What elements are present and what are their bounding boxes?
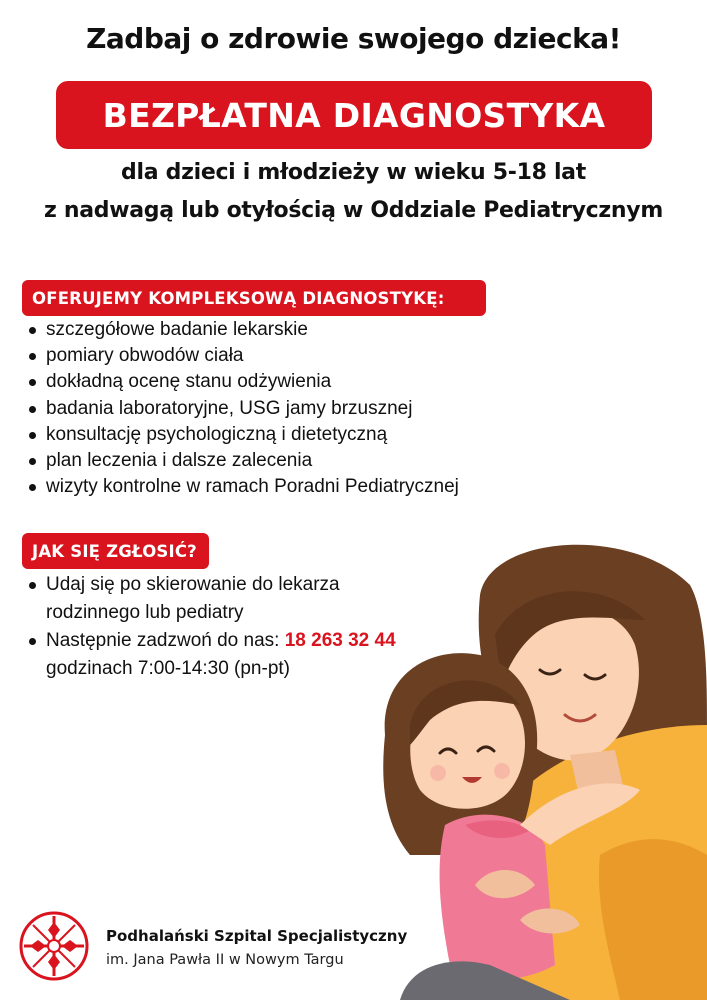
offer-item: badania laboratoryjne, USG jamy brzusznej: [22, 396, 459, 422]
apply-heading: JAK SIĘ ZGŁOSIĆ?: [32, 541, 197, 561]
apply-step-2-suffix: godzinach 7:00-14:30 (pn-pt): [46, 658, 290, 679]
offer-item: plan leczenia i dalsze zalecenia: [22, 448, 459, 474]
offer-list: [22, 317, 459, 500]
apply-step-1-text: Udaj się po skierowanie do lekarza rodzinnego lub pediatry: [46, 574, 340, 623]
mother-hugging-daughter-illustration: [370, 525, 707, 1000]
offer-heading: OFERUJEMY KOMPLEKSOWĄ DIAGNOSTYKĘ:: [32, 288, 445, 308]
phone-number[interactable]: 18 263 32 44: [284, 630, 396, 651]
page-headline: Zadbaj o zdrowie swojego dziecka!: [86, 22, 621, 55]
banner-text: BEZPŁATNA DIAGNOSTYKA: [102, 95, 606, 135]
subheadline-line-1: dla dzieci i młodzieży w wieku 5-18 lat: [121, 160, 586, 185]
offer-item: wizyty kontrolne w ramach Poradni Pediatrycznej: [22, 474, 459, 500]
offer-item: szczegółowe badanie lekarskie: [22, 317, 459, 343]
offer-item: dokładną ocenę stanu odżywienia: [22, 369, 459, 395]
offer-item: konsultację psychologiczną i dietetyczną: [22, 422, 459, 448]
offer-heading-pill: [22, 280, 486, 316]
offer-item: pomiary obwodów ciała: [22, 343, 459, 369]
apply-step-1: [22, 571, 376, 627]
hospital-emblem-icon: [18, 910, 90, 982]
hospital-subtitle: im. Jana Pawła II w Nowym Targu: [106, 952, 344, 968]
hospital-name: Podhalański Szpital Specjalistyczny: [106, 927, 408, 945]
apply-step-2-prefix: Następnie zadzwoń do nas:: [46, 630, 280, 651]
subheadline-line-2: z nadwagą lub otyłością w Oddziale Pediatrycznym: [44, 198, 663, 223]
apply-heading-pill: [22, 533, 209, 569]
banner-pill: [56, 81, 652, 149]
